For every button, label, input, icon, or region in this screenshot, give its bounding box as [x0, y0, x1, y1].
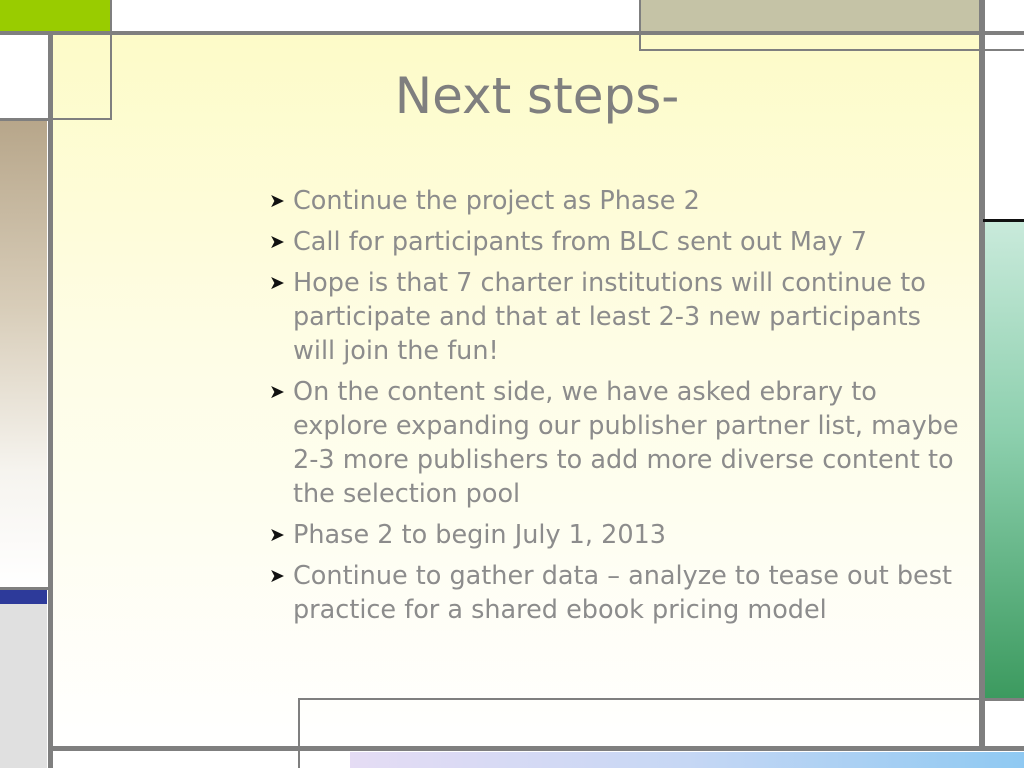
frame-line-top — [0, 31, 1024, 35]
arrow-bullet-icon: ➤ — [269, 272, 285, 294]
frame-line-left — [48, 31, 53, 768]
left-blue-accent — [0, 590, 47, 604]
frame-line-tan-bottom — [639, 49, 1024, 51]
bullet-list — [266, 184, 966, 634]
bullet-text: On the content side, we have asked ebrary to explore expanding our publisher partner list, maybe 2-3 more publishers to add more diverse content to the selection pool — [293, 377, 959, 509]
list-item — [266, 225, 966, 259]
arrow-bullet-icon: ➤ — [269, 381, 285, 403]
left-gray-block — [0, 604, 47, 768]
top-left-lime-block — [0, 0, 111, 34]
frame-line-bottom-box-left — [298, 698, 300, 768]
frame-line-right-bottom — [983, 698, 1024, 701]
bullet-text: Phase 2 to begin July 1, 2013 — [293, 520, 666, 550]
list-item — [266, 559, 966, 627]
arrow-bullet-icon: ➤ — [269, 565, 285, 587]
top-right-tan-block — [640, 0, 980, 34]
frame-line-bottom — [48, 746, 1024, 751]
list-item — [266, 518, 966, 552]
bullet-text: Hope is that 7 charter institutions will continue to participate and that at least 2-3 new participants will join the fun! — [293, 268, 926, 366]
bottom-gradient-strip — [350, 752, 1024, 768]
bullet-text: Call for participants from BLC sent out May 7 — [293, 227, 867, 257]
frame-line-tan-left — [639, 0, 641, 50]
arrow-bullet-icon: ➤ — [269, 524, 285, 546]
arrow-bullet-icon: ➤ — [269, 190, 285, 212]
right-green-bar — [985, 222, 1024, 698]
left-brown-bar — [0, 120, 47, 590]
frame-line-right-top — [983, 219, 1024, 222]
list-item — [266, 266, 966, 368]
list-item — [266, 184, 966, 218]
frame-line-left-bar-bottom — [0, 587, 48, 590]
arrow-bullet-icon: ➤ — [269, 231, 285, 253]
frame-line-left-bar-top — [0, 118, 48, 121]
bullet-text: Continue the project as Phase 2 — [293, 186, 700, 216]
slide-title: Next steps- — [394, 67, 680, 125]
list-item — [266, 375, 966, 511]
frame-line-bottom-box-top — [298, 698, 984, 700]
bullet-text: Continue to gather data – analyze to tease out best practice for a shared ebook pricing model — [293, 561, 953, 625]
